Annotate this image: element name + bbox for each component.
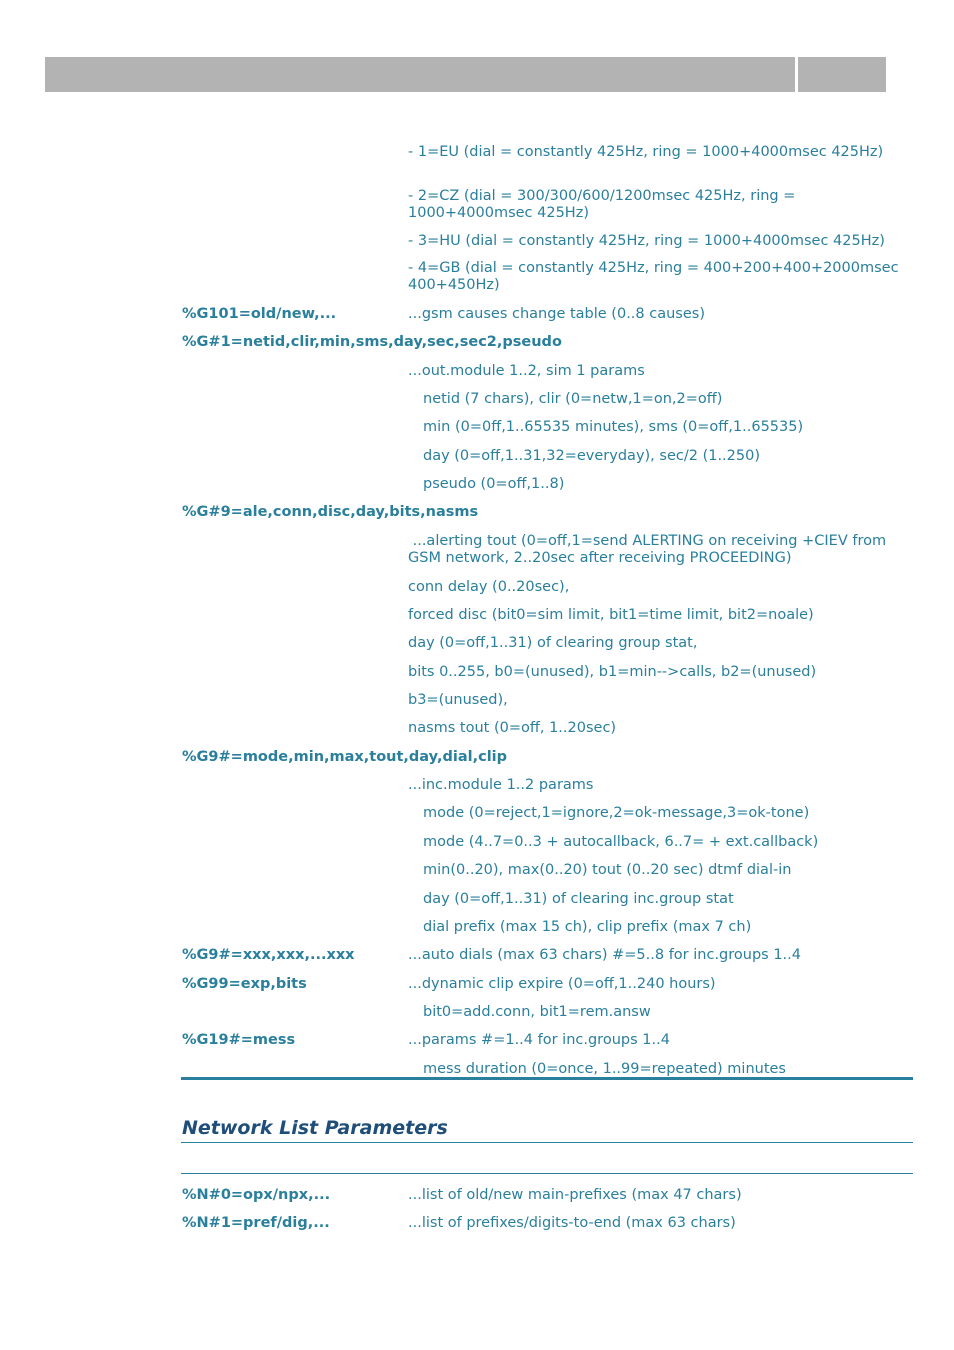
param-command: %G101=old/new,...: [182, 306, 337, 322]
param-description: min (0=0ff,1..65535 minutes), sms (0=off,1..65535): [423, 419, 804, 435]
param-description: ...gsm causes change table (0..8 causes): [408, 306, 705, 322]
param-command: %G#9=ale,conn,disc,day,bits,nasms: [182, 504, 479, 520]
param-description: netid (7 chars), clir (0=netw,1=on,2=off): [423, 391, 723, 407]
section-title: Network List Parameters: [182, 1117, 448, 1139]
param-description: nasms tout (0=off, 1..20sec): [408, 720, 617, 736]
param-description: - 1=EU (dial = constantly 425Hz, ring = 1000+4000msec 425Hz): [408, 144, 884, 160]
param-command: %N#0=opx/npx,...: [182, 1187, 331, 1203]
param-description: conn delay (0..20sec),: [408, 579, 570, 595]
param-description: bit0=add.conn, bit1=rem.answ: [423, 1004, 651, 1020]
param-description: ...list of prefixes/digits-to-end (max 63 chars): [408, 1215, 736, 1231]
param-description: ...dynamic clip expire (0=off,1..240 hours): [408, 976, 716, 992]
param-description: ...alerting tout (0=off,1=send ALERTING on receiving +CIEV from GSM network, 2..20sec after receiving PROCEEDING): [408, 533, 891, 566]
header-bar: [45, 57, 795, 92]
param-description: - 4=GB (dial = constantly 425Hz, ring = 400+200+400+2000msec 400+450Hz): [408, 260, 899, 293]
param-command: %G#1=netid,clir,min,sms,day,sec,sec2,pseudo: [182, 334, 562, 350]
param-description: dial prefix (max 15 ch), clip prefix (max 7 ch): [423, 919, 752, 935]
param-description: mode (0=reject,1=ignore,2=ok-message,3=ok-tone): [423, 805, 810, 821]
param-description: ...auto dials (max 63 chars) #=5..8 for inc.groups 1..4: [408, 947, 801, 963]
section-title-underline: [181, 1142, 913, 1143]
param-description: - 3=HU (dial = constantly 425Hz, ring = 1000+4000msec 425Hz): [408, 233, 885, 249]
param-description: ...params #=1..4 for inc.groups 1..4: [408, 1032, 670, 1048]
param-command: %G99=exp,bits: [182, 976, 307, 992]
param-description: - 2=CZ (dial = 300/300/600/1200msec 425Hz, ring = 1000+4000msec 425Hz): [408, 188, 796, 221]
param-command: %N#1=pref/dig,...: [182, 1215, 330, 1231]
param-description: bits 0..255, b0=(unused), b1=min-->calls, b2=(unused): [408, 664, 817, 680]
param-description: forced disc (bit0=sim limit, bit1=time limit, bit2=noale): [408, 607, 814, 623]
param-command: %G19#=mess: [182, 1032, 296, 1048]
param-description: ...out.module 1..2, sim 1 params: [408, 363, 645, 379]
section-table-top-rule: [181, 1173, 913, 1174]
param-description: min(0..20), max(0..20) tout (0..20 sec) dtmf dial-in: [423, 862, 792, 878]
param-description: day (0=off,1..31,32=everyday), sec/2 (1..250): [423, 448, 760, 464]
param-description: day (0=off,1..31) of clearing inc.group stat: [423, 891, 734, 907]
table-bottom-rule: [181, 1077, 913, 1080]
param-description: ...list of old/new main-prefixes (max 47 chars): [408, 1187, 742, 1203]
param-description: mess duration (0=once, 1..99=repeated) minutes: [423, 1061, 786, 1077]
param-command: %G9#=mode,min,max,tout,day,dial,clip: [182, 749, 508, 765]
param-description: mode (4..7=0..3 + autocallback, 6..7= + ext.callback): [423, 834, 819, 850]
param-command: %G9#=xxx,xxx,...xxx: [182, 947, 355, 963]
header-page-box: [798, 57, 886, 92]
param-description: ...inc.module 1..2 params: [408, 777, 594, 793]
param-description: b3=(unused),: [408, 692, 508, 708]
param-description: pseudo (0=off,1..8): [423, 476, 565, 492]
param-description: day (0=off,1..31) of clearing group stat,: [408, 635, 698, 651]
